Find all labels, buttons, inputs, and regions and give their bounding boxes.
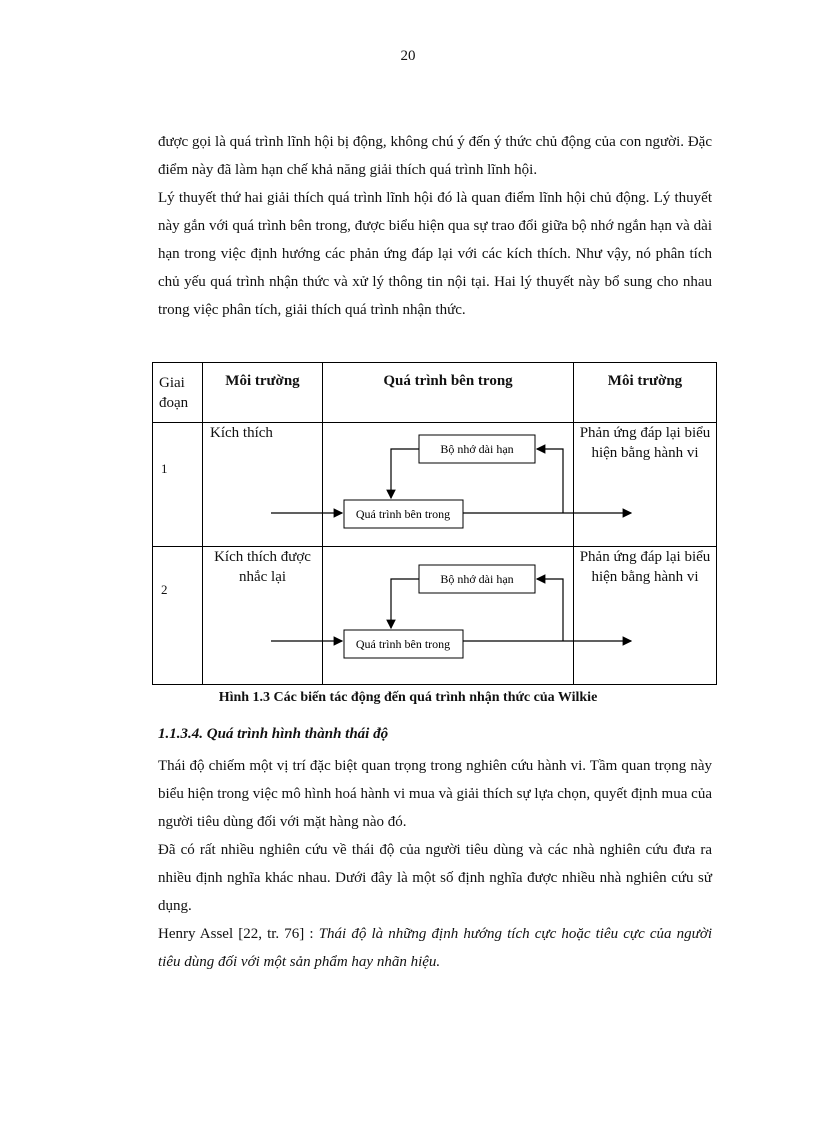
row2-env-in: Kích thích được nhắc lại	[214, 549, 311, 585]
row2-process-label: Quá trình bên trong	[355, 637, 451, 651]
row1-stage: 1	[161, 461, 168, 476]
paragraph-top-1: được gọi là quá trình lĩnh hội bị động, không chú ý đến ý thức chủ động của con người. Đặc điểm này đã làm hạn chế khả năng giải thích quá trình lĩnh hội.	[158, 134, 712, 178]
row2-memory-label: Bộ nhớ dài hạn	[440, 572, 514, 586]
header-internal: Quá trình bên trong	[383, 373, 513, 389]
wilkie-table	[152, 362, 717, 685]
row2-diagram	[271, 565, 631, 658]
row1-memory-label: Bộ nhớ dài hạn	[440, 442, 514, 456]
header-env-out: Môi trường	[607, 373, 683, 389]
row2-memory-to-process	[391, 579, 419, 628]
page-number: 20	[400, 48, 416, 64]
header-stage: Giai đoạn	[159, 375, 189, 411]
paragraph-top-2: Lý thuyết thứ hai giải thích quá trình lĩnh hội đó là quan điểm lĩnh hội chủ động. Lý thuyết này gắn với quá trình bên trong, được biểu hiện qua sự trao đổi giữa bộ nhớ ngắn hạn và dài hạn trong việc định hướng các phản ứng đáp lại với các kích thích. Như vậy, nó phân tích chủ yếu quá trình nhận thức và xử lý thông tin nội tại. Hai lý thuyết này bổ sung cho nhau trong việc phân tích, giải thích quá trình nhận thức.	[158, 190, 712, 318]
citation-quote: Thái độ là những định hướng tích cực hoặc tiêu cực của người tiêu dùng đối với một sản phẩm hay nhãn hiệu.	[158, 926, 712, 970]
row2-env-out: Phản ứng đáp lại biểu hiện bằng hành vi	[579, 549, 711, 585]
row1-env-in: Kích thích	[210, 425, 273, 441]
citation-paragraph	[158, 920, 712, 976]
paragraph-bottom-1: Thái độ chiếm một vị trí đặc biệt quan trọng trong nghiên cứu hành vi. Tầm quan trọng này biểu hiện trong việc mô hình hoá hành vi mua và giải thích sự lựa chọn, quyết định mua của người tiêu dùng đối với mặt hàng nào đó.	[158, 758, 712, 830]
section-heading: 1.1.3.4. Quá trình hình thành thái độ	[158, 726, 389, 742]
figure-caption: Hình 1.3 Các biến tác động đến quá trình nhận thức của Wilkie	[218, 690, 598, 705]
row1-diagram	[271, 435, 631, 528]
row2-stage: 2	[161, 582, 168, 597]
header-env-in: Môi trường	[225, 373, 300, 389]
process-diagram	[153, 363, 716, 684]
row1-process-to-memory	[537, 449, 563, 513]
citation-prefix: Henry Assel [22, tr. 76] :	[158, 926, 319, 942]
paragraph-bottom-2: Đã có rất nhiều nghiên cứu về thái độ của người tiêu dùng và các nhà nghiên cứu đưa ra nhiều định nghĩa khác nhau. Dưới đây là một số định nghĩa được nhiều nhà nghiên cứu sử dụng.	[158, 842, 712, 914]
row1-process-label: Quá trình bên trong	[355, 507, 451, 521]
row1-env-out: Phản ứng đáp lại biểu hiện bằng hành vi	[579, 425, 711, 461]
row2-process-to-memory	[537, 579, 563, 641]
row1-memory-to-process	[391, 449, 419, 498]
